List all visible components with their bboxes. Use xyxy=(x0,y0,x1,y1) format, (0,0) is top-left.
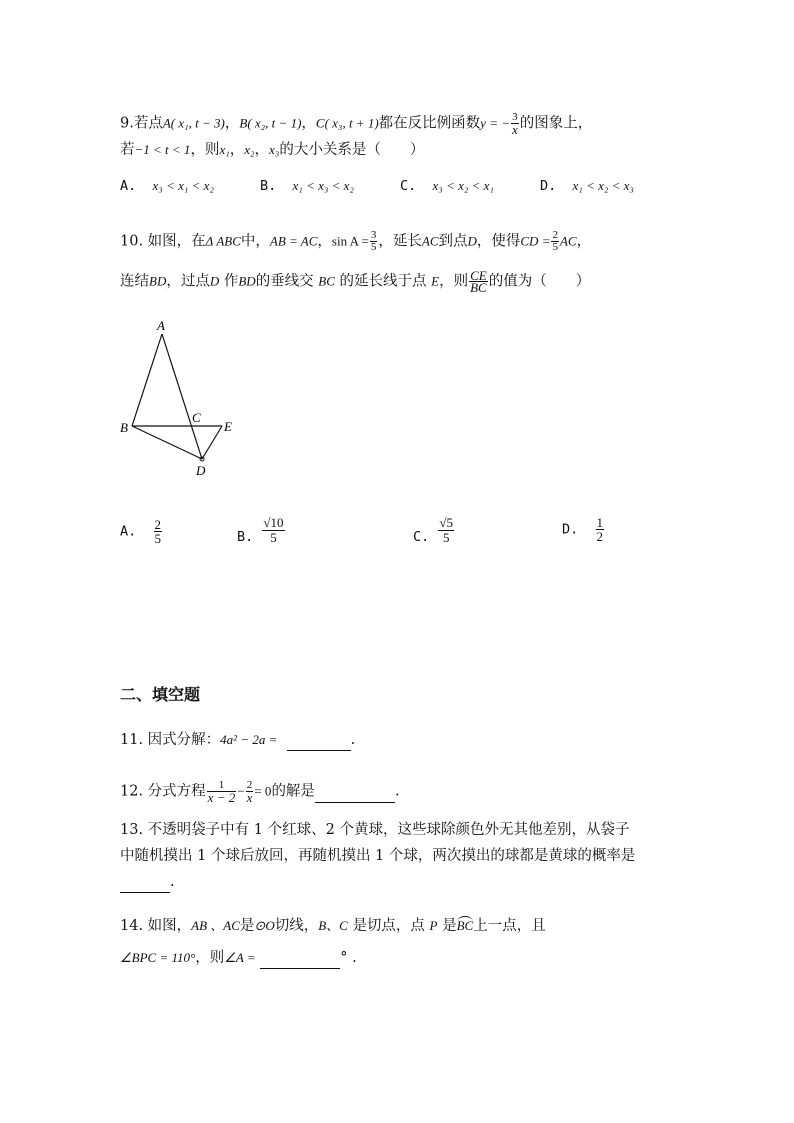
q12-answer-blank[interactable] xyxy=(315,782,395,803)
label-d: D xyxy=(196,463,206,478)
label-e: E xyxy=(224,419,232,434)
q10-line1: 10. 如图，在Δ ABC中，AB = AC，sin A = $\frac{3}{5}$ ，延长AC到点D，使得CD = $\frac{2}{5}$ AC， xyxy=(120,229,592,253)
q9-line2: 若−1 < t < 1，则x₁，x₂，x₃的大小关系是（ ） xyxy=(120,142,425,158)
q9-option-b[interactable]: B. x₁ < x₃ < x₂ xyxy=(260,178,354,194)
q14-line1: 14. 如图，AB 、AC是⊙O切线，B、C 是切点，点 P 是BC上一点，且 xyxy=(120,918,546,934)
segment-de xyxy=(202,426,222,459)
q9-condition: −1 < t < 1 xyxy=(134,142,191,157)
q9-option-d[interactable]: D. x₁ < x₂ < x₃ xyxy=(540,178,634,194)
point-c: C( x₃, t + 1) xyxy=(315,115,379,131)
q9-option-a[interactable]: A. x₃ < x₁ < x₂ xyxy=(120,178,214,194)
label-c: C xyxy=(192,410,201,425)
q10-option-b[interactable]: B. $\frac{√10}{5}$ xyxy=(237,515,284,545)
circle-o: ⊙O xyxy=(254,918,275,933)
q10-line2: 连结BD，过点D 作BD的垂线交 BC 的延长线于点 E，则 $\frac{CE}{BC}$ 的值为（ ） xyxy=(120,268,591,295)
q11-answer-blank[interactable] xyxy=(287,730,351,751)
segment-ab xyxy=(132,334,162,426)
point-a: A( x₁, t − 3) xyxy=(162,115,225,131)
q9-option-c[interactable]: C. x₃ < x₂ < x₁ xyxy=(400,178,494,194)
q14-line2: ∠BPC = 110°，则∠A = ° . xyxy=(120,948,357,969)
q13-answer-blank[interactable] xyxy=(120,872,170,893)
cd-fraction: $\frac{2}{5}$ xyxy=(552,229,558,253)
func-lhs: y = − xyxy=(480,115,510,131)
segment-ad xyxy=(162,334,202,459)
triangle-figure xyxy=(110,312,250,482)
ratio-fraction: $\frac{CE}{BC}$ xyxy=(470,268,487,295)
label-a: A xyxy=(157,318,165,333)
section-heading: 二、填空题 xyxy=(120,685,201,704)
q13-line3: . xyxy=(120,872,175,893)
q12-fraction-1: $\frac{1}{x - 2}$ xyxy=(207,779,236,805)
q9-number: 9. xyxy=(120,115,134,132)
q10-option-c[interactable]: C. $\frac{√5}{5}$ xyxy=(413,515,454,545)
segment-bd xyxy=(132,426,202,459)
func-fraction: $\frac{3}{x}$ xyxy=(512,111,518,137)
q13-line1: 13. 不透明袋子中有 1 个红球、2 个黄球，这些球除颜色外无其他差别，从袋子 xyxy=(120,822,630,838)
point-b: B( x₂, t − 1) xyxy=(239,115,302,131)
q9-line1: 9.若点A( x₁, t − 3)，B( x₂, t − 1)，C( x₃, t + 1)都在反比例函数y = − $\frac{3}{x}$ 的图象上， xyxy=(120,111,593,137)
q12-line: 12. 分式方程 $\frac{1}{x - 2}$ − $\frac{2}{x}$ = 0的解是 . xyxy=(120,779,400,805)
sin-fraction: $\frac{3}{5}$ xyxy=(370,229,377,253)
q10-option-a[interactable]: A. $\frac{2}{5}$ xyxy=(120,517,162,546)
q13-line2: 中随机摸出 1 个球后放回，再随机摸出 1 个球，两次摸出的球都是黄球的概率是 xyxy=(120,848,636,864)
q11-line: 11. 因式分解：4a² − 2a = . xyxy=(120,730,355,751)
arc-bc: BC xyxy=(456,918,474,933)
q10-option-d[interactable]: D. $\frac{1}{2}$ xyxy=(562,515,604,544)
q12-fraction-2: $\frac{2}{x}$ xyxy=(246,779,253,805)
q14-answer-blank[interactable] xyxy=(260,948,340,969)
label-b: B xyxy=(120,420,128,435)
